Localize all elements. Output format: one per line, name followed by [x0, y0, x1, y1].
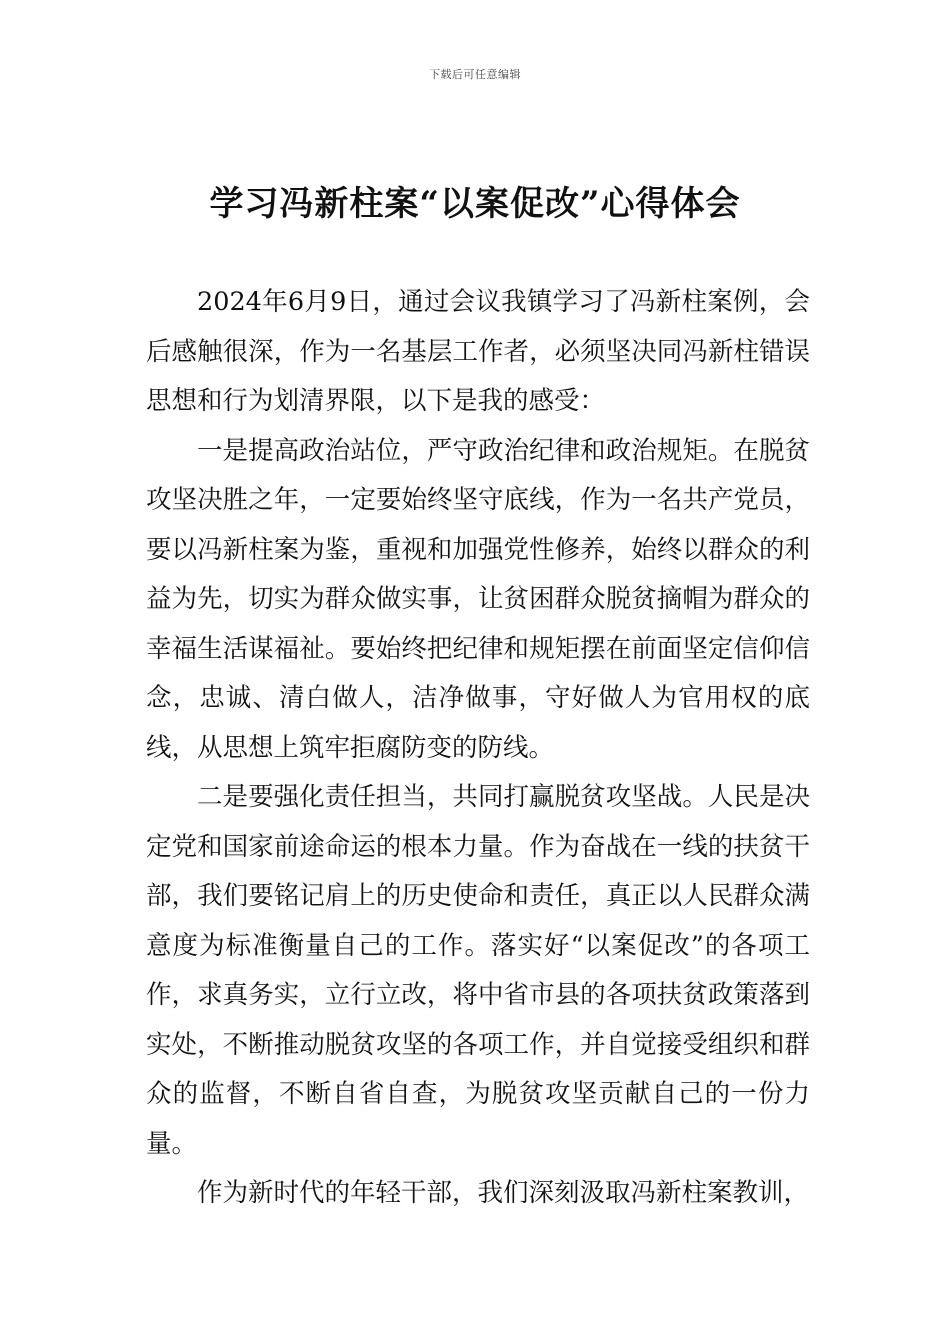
document-title: 学习冯新柱案“以案促改”心得体会 — [209, 184, 741, 224]
paragraph-conclusion: 作为新时代的年轻干部，我们深刻汲取冯新柱案教训， — [197, 1178, 810, 1208]
paragraph-intro: 2024年6月9日，通过会议我镇学习了冯新柱案例，会后感触很深，作为一名基层工作者，必须坚决同冯新柱错误思想和行为划清界限，以下是我的感受： — [146, 287, 810, 416]
paragraph-point-one: 一是提高政治站位，严守政治纪律和政治规矩。在脱贫攻坚决胜之年，一定要始终坚守底线，作为一名共产党员，要以冯新柱案为鉴，重视和加强党性修养，始终以群众的利益为先，切实为群众做实事，让贫困群众脱贫摘帽为群众的幸福生活谋福祉。要始终把纪律和规矩摆在前面坚定信仰信念，忠诚、清白做人，洁净做事，守好做人为官用权的底线，从思想上筑牢拒腐防变的防线。 — [146, 435, 810, 763]
document-body — [146, 278, 810, 1219]
paragraph-point-two: 二是要强化责任担当，共同打赢脱贫攻坚战。人民是决定党和国家前途命运的根本力量。作为奋战在一线的扶贫干部，我们要铭记肩上的历史使命和责任，真正以人民群众满意度为标准衡量自己的工作。落实好“以案促改”的各项工作，求真务实，立行立改，将中省市县的各项扶贫政策落到实处，不断推动脱贫攻坚的各项工作，并自觉接受组织和群众的监督，不断自省自查，为脱贫攻坚贡献自己的一份力量。 — [146, 782, 810, 1159]
header-note: 下载后可任意编辑 — [429, 68, 521, 81]
